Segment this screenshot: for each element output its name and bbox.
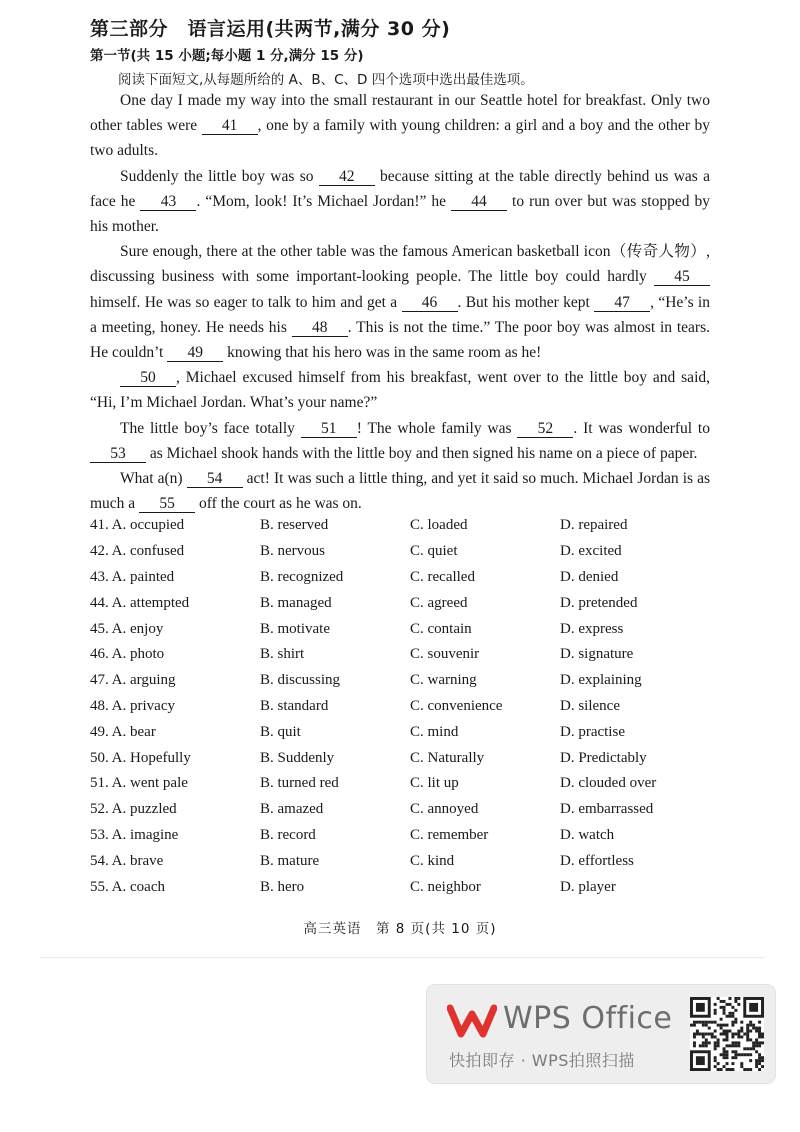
blank-42: 42 — [319, 168, 375, 186]
paragraph-5: The little boy’s face totally 51 ! The whole family was 52 . It was wonderful to 53 as Michael shook hands with the little boy and then signed his name on a piece of paper. — [90, 416, 710, 466]
option-b: B. amazed — [260, 801, 324, 818]
option-a: 46. A. photo — [90, 646, 165, 663]
option-d: D. repaired — [560, 517, 628, 534]
option-c: C. souvenir — [410, 646, 480, 663]
paragraph-2: Suddenly the little boy was so 42 because sitting at the table directly behind us was a face he 43 . “Mom, look! It’s Michael Jordan!” he 44 to run over but was stopped by his mother. — [90, 167, 710, 236]
option-b: B. managed — [260, 594, 332, 611]
wps-tagline: 快拍即存 · WPS拍照扫描 — [449, 1051, 635, 1070]
option-b: B. record — [260, 826, 316, 843]
option-a: 42. A. confused — [90, 543, 185, 560]
blank-53: 53 — [90, 445, 146, 463]
option-b: B. hero — [260, 878, 305, 895]
option-c: C. mind — [410, 723, 459, 740]
blank-47: 47 — [594, 294, 650, 312]
option-d: D. clouded over — [560, 775, 657, 792]
option-row-43 — [90, 565, 730, 591]
option-d: D. practise — [560, 723, 625, 740]
option-row-48 — [90, 694, 730, 720]
option-b: B. discussing — [260, 672, 341, 689]
cloze-passage — [90, 88, 710, 516]
section-title: 第一节(共 15 小题;每小题 1 分,满分 15 分) — [90, 48, 364, 64]
option-c: C. neighbor — [410, 878, 481, 895]
blank-44: 44 — [451, 193, 507, 211]
option-d: D. watch — [560, 826, 615, 843]
option-a: 47. A. arguing — [90, 672, 176, 689]
option-row-47 — [90, 668, 730, 694]
option-b: B. motivate — [260, 620, 330, 637]
blank-43: 43 — [140, 193, 196, 211]
option-row-49 — [90, 719, 730, 745]
wps-brand-name: WPS Office — [503, 1001, 673, 1036]
option-a: 45. A. enjoy — [90, 620, 164, 637]
blank-55: 55 — [139, 495, 195, 513]
option-a: 52. A. puzzled — [90, 801, 177, 818]
option-c: C. remember — [410, 826, 489, 843]
blank-54: 54 — [187, 470, 243, 488]
blank-51: 51 — [301, 420, 357, 438]
option-d: D. effortless — [560, 852, 634, 869]
option-a: 55. A. coach — [90, 878, 165, 895]
blank-46: 46 — [402, 294, 458, 312]
wps-logo-icon — [447, 1003, 497, 1039]
paragraph-1: One day I made my way into the small restaurant in our Seattle hotel for breakfast. Only two other tables were 41 , one by a family with young children: a girl and a boy and the other by two adults. — [90, 92, 710, 160]
option-b: B. quit — [260, 723, 301, 740]
blank-52: 52 — [517, 420, 573, 438]
option-a: 51. A. went pale — [90, 775, 188, 792]
option-d: D. Predictably — [560, 749, 647, 766]
option-row-44 — [90, 590, 730, 616]
option-row-46 — [90, 642, 730, 668]
divider — [40, 957, 765, 958]
option-a: 41. A. occupied — [90, 517, 185, 534]
blank-45: 45 — [654, 268, 710, 286]
option-a: 49. A. bear — [90, 723, 156, 740]
instruction-text: 阅读下面短文,从每题所给的 A、B、C、D 四个选项中选出最佳选项。 — [118, 72, 534, 88]
option-b: B. recognized — [260, 568, 344, 585]
option-d: D. express — [560, 620, 624, 637]
option-row-50 — [90, 745, 730, 771]
option-c: C. Naturally — [410, 749, 485, 766]
option-b: B. Suddenly — [260, 749, 335, 766]
option-c: C. kind — [410, 852, 455, 869]
blank-41: 41 — [202, 117, 258, 135]
option-row-52 — [90, 797, 730, 823]
answer-options — [90, 513, 730, 900]
option-a: 50. A. Hopefully — [90, 749, 191, 766]
option-c: C. agreed — [410, 594, 468, 611]
option-c: C. recalled — [410, 568, 475, 585]
wps-watermark — [427, 985, 775, 1083]
qr-code-icon — [690, 997, 764, 1071]
option-c: C. loaded — [410, 517, 468, 534]
blank-49: 49 — [167, 344, 223, 362]
option-d: D. signature — [560, 646, 634, 663]
option-row-53 — [90, 823, 730, 849]
option-b: B. nervous — [260, 543, 325, 560]
part-title: 第三部分 语言运用(共两节,满分 30 分) — [90, 18, 451, 40]
option-a: 43. A. painted — [90, 568, 175, 585]
option-d: D. player — [560, 878, 616, 895]
option-row-55 — [90, 874, 730, 900]
option-c: C. lit up — [410, 775, 459, 792]
paragraph-6: What a(n) 54 act! It was such a little thing, and yet it said so much. Michael Jordan is as much a 55 off the court as he was on. — [90, 470, 710, 513]
option-b: B. mature — [260, 852, 320, 869]
option-d: D. explaining — [560, 672, 642, 689]
option-c: C. annoyed — [410, 801, 479, 818]
option-a: 53. A. imagine — [90, 826, 179, 843]
option-row-42 — [90, 539, 730, 565]
option-d: D. pretended — [560, 594, 638, 611]
page-footer: 高三英语 第 8 页(共 10 页) — [303, 921, 497, 937]
option-a: 48. A. privacy — [90, 697, 175, 714]
option-d: D. denied — [560, 568, 619, 585]
option-row-51 — [90, 771, 730, 797]
option-d: D. embarrassed — [560, 801, 654, 818]
option-row-45 — [90, 616, 730, 642]
paragraph-3: Sure enough, there at the other table was the famous American basketball icon（传奇人物）, discussing business with some important-looking people. The little boy could hardly 45 himself. He was so eager to talk to him and get a 46 . But his mother kept 47 , “He’s in a meeting, honey. He needs his 48 . This is not the time.” The poor boy was almost in tears. He couldn’t 49 knowing that his hero was in the same room as he! — [90, 243, 710, 362]
option-b: B. turned red — [260, 775, 339, 792]
option-b: B. reserved — [260, 517, 329, 534]
option-c: C. convenience — [410, 697, 503, 714]
blank-48: 48 — [292, 319, 348, 337]
paragraph-4: 50 , Michael excused himself from his breakfast, went over to the little boy and said, “Hi, I’m Michael Jordan. What’s your name?” — [90, 369, 710, 412]
option-a: 54. A. brave — [90, 852, 164, 869]
option-c: C. contain — [410, 620, 472, 637]
option-c: C. warning — [410, 672, 477, 689]
option-row-41 — [90, 513, 730, 539]
option-c: C. quiet — [410, 543, 458, 560]
option-row-54 — [90, 848, 730, 874]
option-d: D. excited — [560, 543, 622, 560]
blank-50: 50 — [120, 369, 176, 387]
option-b: B. standard — [260, 697, 329, 714]
option-a: 44. A. attempted — [90, 594, 190, 611]
option-b: B. shirt — [260, 646, 305, 663]
option-d: D. silence — [560, 697, 620, 714]
